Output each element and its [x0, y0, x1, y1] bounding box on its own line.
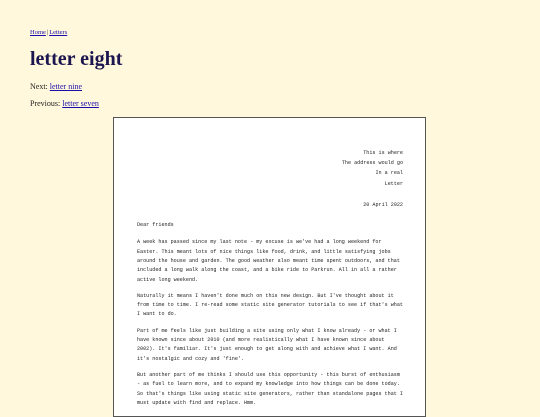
previous-letter-link[interactable]: letter seven [62, 99, 99, 108]
breadcrumb-separator: | [46, 29, 49, 36]
next-label: Next: [30, 82, 48, 91]
letter-greeting: Dear friends [137, 222, 174, 229]
letter-address [137, 148, 403, 189]
address-line: This is where [363, 150, 403, 156]
letter-paper [113, 117, 426, 417]
address-line: Letter [384, 180, 403, 187]
letter-paragraph: Part of me feels like just building a site using only what I know already - or what I have known since about 2010 (and more realistically what I have known since about 2002). It's familiar. It's just enough to get along with and achieve what I want. And it's nostalgic and cozy and 'fine'. [137, 327, 397, 362]
address-line: The address would go [341, 160, 403, 167]
previous-label: Previous: [30, 99, 61, 108]
letter-paragraph: A week has passed since my last note - my excuse is we've had a long weekend for Easter. This meant lots of nice things like food, drink, and little satisfying jobs around the house and garden. The good weather also meant time spent outdoors, and that included a long walk along the coast, and a bike ride to Parkrun. All in all a rather active long weekend. [137, 239, 400, 283]
page-title: letter eight [30, 48, 123, 70]
next-letter-link[interactable]: letter nine [49, 82, 82, 91]
letter-date: 20 April 2022 [363, 201, 403, 208]
breadcrumb-letters-link[interactable]: Letters [49, 29, 68, 36]
letter-paragraph: But another part of me thinks I should use this opportunity - this burst of enthusiasm - as fuel to learn more, and to expand my knowledge into how things can be done today. So that's things like using static site generators, rather than standalone pages that I must update with find and replace. Hmm. [137, 371, 403, 406]
breadcrumb-home-link[interactable]: Home [30, 29, 46, 36]
next-nav [30, 82, 82, 92]
letter-paragraph: Naturally it means I haven't done much on this new design. But I've thought about it from time to time. I re-read some static site generator tutorials to see if that's what I want to do. [137, 292, 403, 318]
previous-nav [30, 99, 99, 109]
breadcrumb [30, 29, 67, 37]
address-line: In a real [375, 170, 403, 177]
